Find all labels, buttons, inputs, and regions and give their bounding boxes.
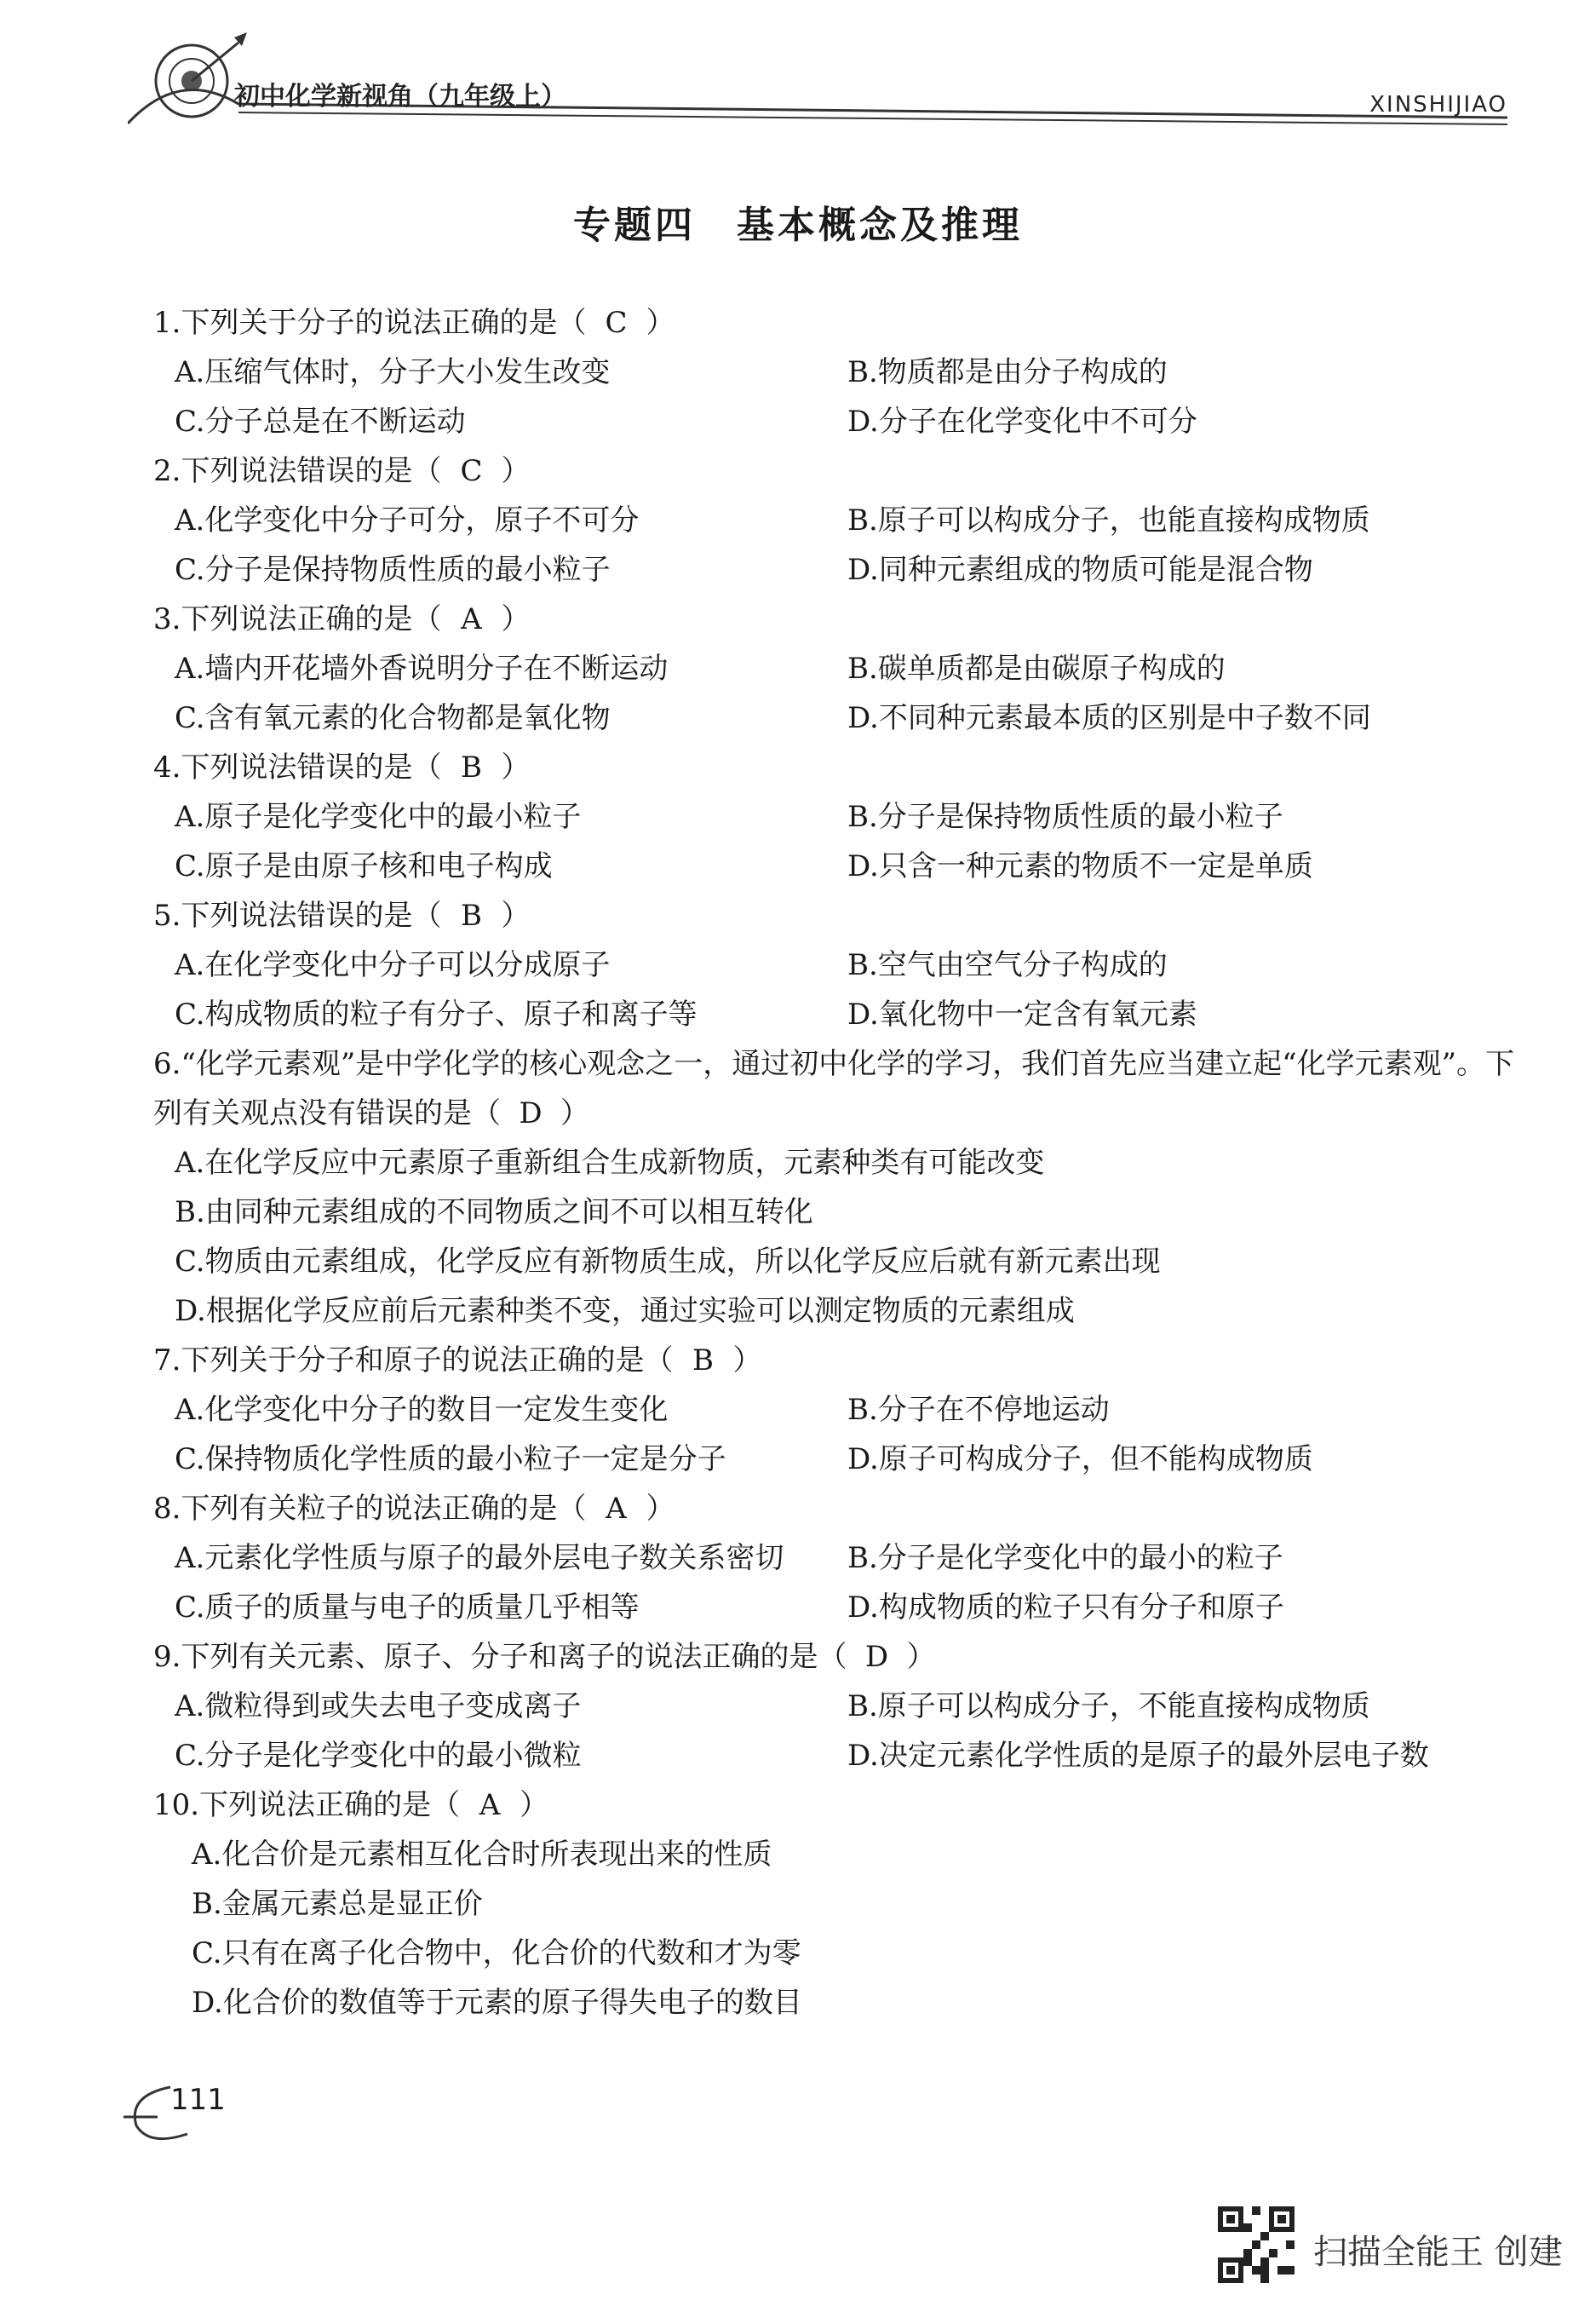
- question-stem: 6.“化学元素观”是中学化学的核心观念之一，通过初中化学的学习，我们首先应当建立起“化学元素观”。下列有关观点没有错误的是（ D ）: [153, 1039, 1516, 1138]
- page-number: 111: [170, 2083, 226, 2117]
- option-c: C.保持物质化学性质的最小粒子一定是分子: [175, 1442, 726, 1476]
- option-c: C.只有在离子化合物中，化合价的代数和才为零: [192, 1936, 801, 1970]
- question-8: [153, 1484, 1516, 1632]
- option-d: D.决定元素化学性质的是原子的最外层电子数: [847, 1739, 1429, 1773]
- option-d: D.原子可构成分子，但不能构成物质: [847, 1442, 1313, 1476]
- question-stem: 4.下列说法错误的是（ B ）: [153, 743, 1516, 792]
- question-7: [153, 1336, 1516, 1484]
- question-stem: 1.下列关于分子的说法正确的是（ C ）: [153, 298, 1516, 348]
- question-stem: 10.下列说法正确的是（ A ）: [153, 1780, 1516, 1830]
- option-d: D.同种元素组成的物质可能是混合物: [847, 553, 1313, 587]
- question-stem: 3.下列说法正确的是（ A ）: [153, 595, 1516, 644]
- option-b: B.原子可以构成分子，不能直接构成物质: [847, 1689, 1370, 1723]
- option-d: D.不同种元素最本质的区别是中子数不同: [847, 701, 1371, 735]
- option-a: A.墙内开花墙外香说明分子在不断运动: [175, 652, 669, 686]
- option-c: C.物质由元素组成，化学反应有新物质生成，所以化学反应后就有新元素出现: [175, 1245, 1161, 1279]
- option-a: A.化合价是元素相互化合时所表现出来的性质: [192, 1838, 772, 1872]
- answer: B: [460, 751, 482, 785]
- question-6: [153, 1039, 1516, 1336]
- option-d: D.只含一种元素的物质不一定是单质: [847, 849, 1313, 883]
- question-9: [153, 1632, 1516, 1780]
- page-header: [128, 26, 1507, 136]
- option-b: B.分子是化学变化中的最小的粒子: [847, 1541, 1283, 1575]
- options: [153, 1385, 1516, 1484]
- answer: A: [461, 602, 482, 636]
- option-b: B.碳单质都是由碳原子构成的: [847, 652, 1226, 686]
- page-title: 专题四 基本概念及推理: [573, 204, 1023, 247]
- scanner-text: 扫描全能王 创建: [1313, 2233, 1563, 2272]
- option-c: C.质子的质量与电子的质量几乎相等: [175, 1590, 640, 1625]
- question-stem: 2.下列说法错误的是（ C ）: [153, 446, 1516, 496]
- question-stem: 7.下列关于分子和原子的说法正确的是（ B ）: [153, 1336, 1516, 1385]
- option-c: C.分子是保持物质性质的最小粒子: [175, 553, 611, 587]
- option-d: D.根据化学反应前后元素种类不变，通过实验可以测定物质的元素组成: [175, 1294, 1075, 1328]
- option-a: A.压缩气体时，分子大小发生改变: [175, 355, 611, 389]
- option-d: D.分子在化学变化中不可分: [847, 405, 1197, 439]
- options: [153, 792, 1516, 891]
- options: [153, 1138, 1516, 1336]
- options: [153, 940, 1516, 1039]
- option-a: A.微粒得到或失去电子变成离子: [175, 1689, 582, 1723]
- answer: B: [460, 899, 482, 933]
- option-b: B.原子可以构成分子，也能直接构成物质: [847, 503, 1370, 538]
- question-stem: 5.下列说法错误的是（ B ）: [153, 891, 1516, 940]
- option-c: C.原子是由原子核和电子构成: [175, 849, 553, 883]
- options: [153, 1830, 1516, 2027]
- question-5: [153, 891, 1516, 1039]
- book-title: 初中化学新视角（九年级上）: [234, 82, 566, 112]
- option-a: A.元素化学性质与原子的最外层电子数关系密切: [175, 1541, 784, 1575]
- option-c: C.构成物质的粒子有分子、原子和离子等: [175, 998, 698, 1032]
- option-a: A.化学变化中分子的数目一定发生变化: [175, 1393, 669, 1427]
- answer: C: [460, 454, 483, 488]
- question-list: [153, 298, 1516, 2027]
- answer: D: [864, 1640, 889, 1674]
- option-c: C.含有氧元素的化合物都是氧化物: [175, 701, 611, 735]
- question-10: [153, 1780, 1516, 2027]
- answer: B: [692, 1343, 714, 1377]
- answer: A: [606, 1492, 627, 1526]
- options: [153, 348, 1516, 446]
- options: [153, 1682, 1516, 1780]
- option-b: B.空气由空气分子构成的: [847, 948, 1168, 982]
- option-a: A.在化学反应中元素原子重新组合生成新物质，元素种类有可能改变: [175, 1146, 1045, 1180]
- option-b: B.分子是保持物质性质的最小粒子: [847, 800, 1283, 834]
- option-b: B.分子在不停地运动: [847, 1393, 1110, 1427]
- option-d: D.化合价的数值等于元素的原子得失电子的数目: [192, 1986, 802, 2020]
- options: [153, 644, 1516, 743]
- qr-code-icon: [1218, 2206, 1295, 2283]
- question-2: [153, 446, 1516, 595]
- option-c: C.分子是化学变化中的最小微粒: [175, 1739, 582, 1773]
- option-b: B.物质都是由分子构成的: [847, 355, 1168, 389]
- option-b: B.由同种元素组成的不同物质之间不可以相互转化: [175, 1195, 813, 1229]
- option-a: A.原子是化学变化中的最小粒子: [175, 800, 582, 834]
- answer: C: [605, 306, 628, 340]
- option-c: C.分子总是在不断运动: [175, 405, 466, 439]
- option-a: A.在化学变化中分子可以分成原子: [175, 948, 611, 982]
- brand-text: XINSHIJIAO: [1369, 92, 1507, 118]
- options: [153, 1533, 1516, 1632]
- question-1: [153, 298, 1516, 446]
- question-stem: 8.下列有关粒子的说法正确的是（ A ）: [153, 1484, 1516, 1533]
- option-d: D.氧化物中一定含有氧元素: [847, 998, 1197, 1032]
- question-3: [153, 595, 1516, 743]
- option-a: A.化学变化中分子可分，原子不可分: [175, 503, 640, 538]
- option-b: B.金属元素总是显正价: [192, 1887, 483, 1921]
- answer: D: [519, 1096, 543, 1130]
- question-stem: 9.下列有关元素、原子、分子和离子的说法正确的是（ D ）: [153, 1632, 1516, 1682]
- option-d: D.构成物质的粒子只有分子和原子: [847, 1590, 1284, 1625]
- answer: A: [479, 1788, 501, 1822]
- options: [153, 496, 1516, 595]
- question-4: [153, 743, 1516, 891]
